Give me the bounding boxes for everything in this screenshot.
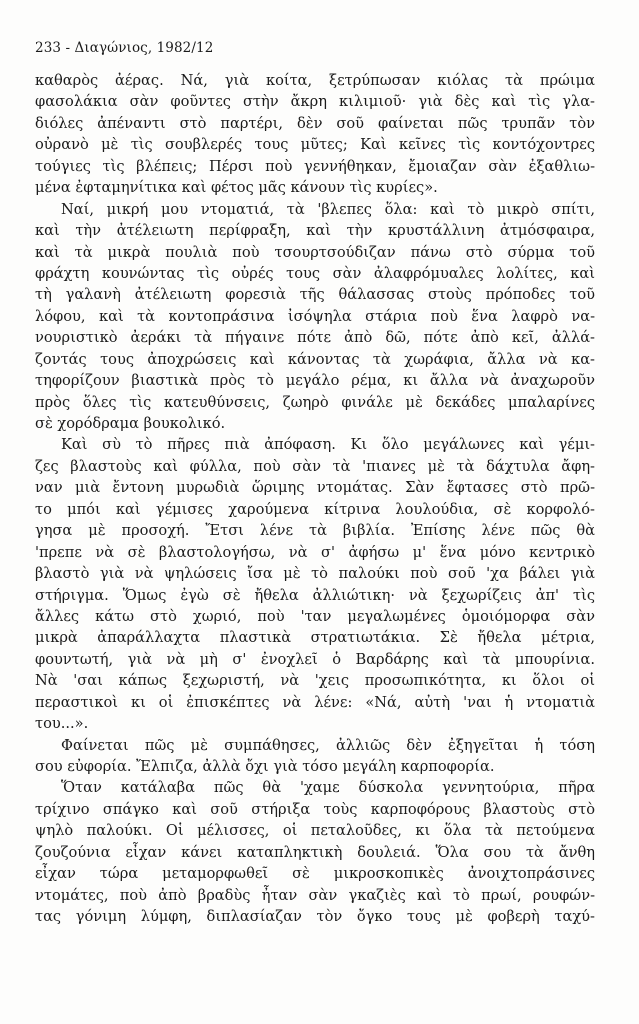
- text-line: του...».: [35, 715, 89, 733]
- text-line: σὲ χορόδραμα βουκολικό.: [35, 415, 226, 432]
- paragraph-first-line: Ὅταν κατάλαβα πῶς θὰ 'χαμε δύσκολα γεννητούρια, πῆρα: [61, 779, 595, 797]
- text-line: τηφορίζουν βιαστικὰ πρὸς τὸ μεγάλο ρέμα, κι ἄλλα νὰ ἀναχωροῦν: [35, 372, 595, 390]
- text-line: τὴ γαλανὴ ἀτέλειωτη φορεσιὰ τῆς θάλασσας στοὺς πρόποδες τοῦ: [35, 286, 595, 304]
- text-line: ναν μιὰ ἔντονη μυρωδιὰ ὥριμης ντομάτας. Σὰν ἔφτασες στὸ πρῶ-: [35, 479, 595, 497]
- text-line: καθαρὸς ἀέρας. Νά, γιὰ κοίτα, ξετρύπωσαν κιόλας τὰ πρώιμα: [35, 72, 595, 89]
- text-line: μικρὰ ἀπαράλλαχτα πλαστικὰ στρατιωτάκια. Σὲ ἤθελα μέτρια,: [35, 629, 595, 647]
- text-line: ζοντάς τους ἀποχρώσεις καὶ κάνοντας τὰ χωράφια, ἄλλα νὰ κα-: [35, 350, 595, 368]
- text-line: το μπόι καὶ γέμισες χαρούμενα κίτρινα λουλούδια, σὲ κορφολό-: [35, 500, 595, 518]
- text-line: Νὰ 'σαι κάπως ξεχωριστή, νὰ 'χεις προσωπικότητα, κι ὅλοι οἱ: [35, 672, 595, 690]
- text-line: καὶ τὰ μικρὰ πουλιὰ ποὺ τσουρτσούδιζαν πάνω στὸ σύρμα τοῦ: [35, 243, 595, 261]
- text-line: φράχτη κουνώντας τὶς οὐρές τους σὰν ἀλαφρόμυαλες λολίτες, καὶ: [35, 264, 595, 282]
- text-line: νουριστικὸ ἀεράκι τὰ πήγαινε πότε ἀπὸ δῶ, πότε ἀπὸ κεῖ, ἀλλά-: [35, 329, 595, 347]
- paragraph-first-line: Φαίνεται πῶς μὲ συμπάθησες, ἀλλιῶς δὲν ἐξηγεῖται ἡ τόση: [61, 736, 595, 754]
- text-line: ψηλὸ παλούκι. Οἱ μέλισσες, οἱ πεταλοῦδες, κι ὅλα τὰ πετούμενα: [35, 822, 595, 840]
- text-line: μένα ἐφταμηνίτικα καὶ φέτος μᾶς κάνουν τὶς κυρίες».: [35, 179, 438, 197]
- paragraph-first-line: Καὶ σὺ τὸ πῆρες πιὰ ἀπόφαση. Κι ὅλο μεγάλωνες καὶ γέμι-: [61, 436, 595, 454]
- text-line: σου εὐφορία. Ἔλπιζα, ἀλλὰ ὄχι γιὰ τόσο μεγάλη καρποφορία.: [35, 758, 495, 775]
- text-line: βλαστὸ γιὰ νὰ ψηλώσεις ἴσα μὲ τὸ παλούκι ποὺ σοῦ 'χα βάλει γιὰ: [35, 565, 595, 583]
- text-line: στήριγμα. Ὅμως ἐγὼ σὲ ἤθελα ἀλλιώτικη· νὰ ξεχωρίζεις ἀπ' τὶς: [35, 586, 595, 604]
- text-line: ζουζούνια εἶχαν κάνει καταπληκτικὴ δουλειά. Ὅλα σου τὰ ἄνθη: [35, 843, 595, 861]
- text-line: περαστικοὶ κι οἱ ἐπισκέπτες νὰ λένε: «Νά, αὐτὴ 'ναι ἡ ντοματιὰ: [35, 693, 595, 711]
- running-head: 233 - Διαγώνιος, 1982/12: [35, 40, 214, 56]
- text-line: τούγιες τὶς βλέπεις; Πέρσι ποὺ γεννήθηκαν, ἔμοιαζαν σὰν ἐξαθλιω-: [35, 157, 595, 175]
- text-line: ντομάτες, ποὺ ἀπὸ βραδὺς ἦταν σὰν γκαζιὲς καὶ τὸ πρωί, ρουφών-: [35, 886, 595, 904]
- text-line: 'πρεπε νὰ σὲ βλαστολογήσω, νὰ σ' ἀφήσω μ' ἕνα μόνο κεντρικὸ: [35, 543, 595, 561]
- text-line: τρίχινο σπάγκο καὶ σοῦ στήριξα τοὺς καρποφόρους βλαστοὺς στὸ: [35, 800, 595, 818]
- text-line: διόλες ἀπέναντι στὸ παρτέρι, δὲν σοῦ φαίνεται πῶς τρυπᾶν τὸν: [35, 114, 595, 132]
- text-line: εἶχαν τώρα μεταμορφωθεῖ σὲ μικροσκοπικὲς ἀνοιχτοπράσινες: [35, 865, 595, 883]
- text-line: οὐρανὸ μὲ τὶς σουβλερές τους μῦτες; Καὶ κεῖνες τὶς κοντόχοντρες: [35, 136, 595, 154]
- body-text: [35, 70, 595, 928]
- text-line: γησα μὲ προσοχή. Ἔτσι λένε τὰ βιβλία. Ἐπίσης λένε πῶς θὰ: [35, 522, 595, 540]
- text-line: τας γόνιμη λύμφη, διπλασίαζαν τὸν ὄγκο τους μὲ φοβερὴ ταχύ-: [35, 908, 595, 926]
- text-line: ἄλλες κάτω στὸ χωριό, ποὺ 'ταν μεγαλωμένες ὁμοιόμορφα σὰν: [35, 607, 595, 625]
- paragraph-first-line: Ναί, μικρή μου ντοματιά, τὰ 'βλεπες ὅλα: καὶ τὸ μικρὸ σπίτι,: [61, 200, 595, 218]
- text-line: φουντωτή, γιὰ νὰ μὴ σ' ἐνοχλεῖ ὁ Βαρδάρης καὶ τὰ μπουρίνια.: [35, 650, 595, 668]
- text-line: πρὸς ὅλες τὶς κατευθύνσεις, ζωηρὸ φινάλε μὲ δεκάδες μπαλαρίνες: [35, 393, 595, 411]
- text-line: ζες βλαστοὺς καὶ φύλλα, ποὺ σὰν τὰ 'πιανες μὲ τὰ δάχτυλα ἄφη-: [35, 457, 595, 475]
- text-line: καὶ τὴν ἀτέλειωτη περίφραξη, καὶ τὴν κρυστάλλινη ἀτμόσφαιρα,: [35, 222, 595, 240]
- text-line: λόφου, καὶ τὰ κοντοπράσινα ἰσόψηλα στάρια ποὺ ἕνα λαφρὸ να-: [35, 307, 595, 325]
- text-line: φασολάκια σὰν φοῦντες στὴν ἄκρη κιλιμιοῦ· γιὰ δὲς καὶ τὶς γλα-: [35, 93, 595, 111]
